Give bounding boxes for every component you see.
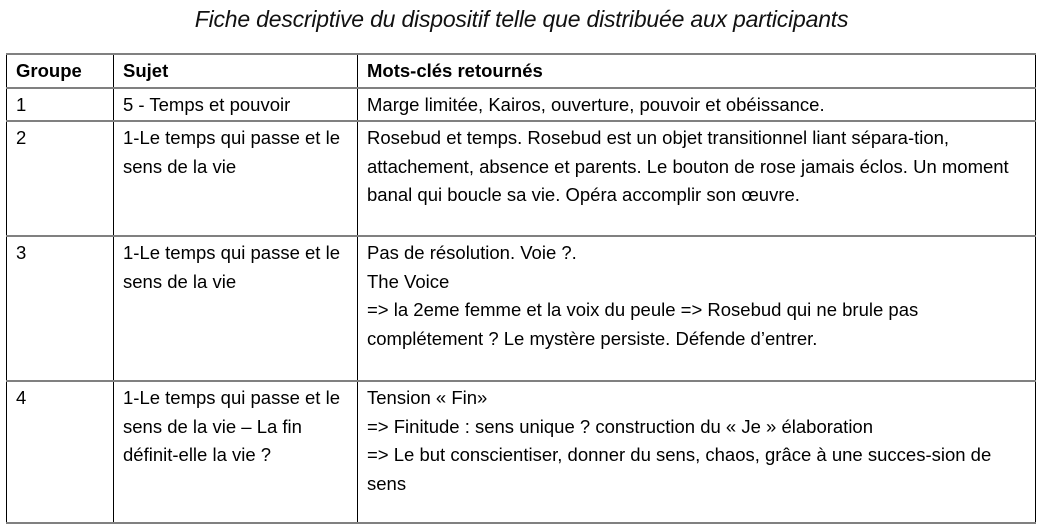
- keyword-line: => Finitude : sens unique ? construction du « Je » élaboration: [367, 415, 874, 437]
- keyword-line: The Voice: [367, 270, 450, 292]
- cell-sujet: 1-Le temps qui passe et le sens de la vie: [114, 236, 358, 381]
- cell-sujet: 5 - Temps et pouvoir: [114, 88, 358, 122]
- table-row: [7, 381, 1036, 523]
- table-row: [7, 236, 1036, 381]
- keyword-line: Marge limitée, Kairos, ouverture, pouvoir et obéissance.: [367, 93, 825, 115]
- keywords-table: [6, 53, 1036, 524]
- cell-groupe: 4: [7, 381, 114, 523]
- table-caption: Fiche descriptive du dispositif telle que distribuée aux participants: [194, 6, 849, 32]
- keyword-line: => Le but conscientiser, donner du sens, chaos, grâce à une succes-sion de sens: [367, 444, 992, 494]
- header-sujet: Sujet: [114, 54, 358, 88]
- header-groupe: Groupe: [7, 54, 114, 88]
- cell-groupe: 2: [7, 121, 114, 236]
- cell-sujet: 1-Le temps qui passe et le sens de la vie: [114, 121, 358, 236]
- header-mots-cles: Mots-clés retournés: [358, 54, 1036, 88]
- table-row: [7, 88, 1036, 122]
- cell-sujet: 1-Le temps qui passe et le sens de la vie – La fin définit-elle la vie ?: [114, 381, 358, 523]
- keyword-line: Tension « Fin»: [367, 387, 488, 408]
- keyword-line: => la 2eme femme et la voix du peule => Rosebud qui ne brule pas complétement ? Le mystère persiste. Défende d’entrer.: [367, 299, 919, 349]
- cell-groupe: 3: [7, 236, 114, 381]
- table-header-row: [7, 54, 1036, 88]
- table-row: [7, 121, 1036, 236]
- cell-mots-cles: [358, 381, 1036, 523]
- keyword-line: Rosebud et temps. Rosebud est un objet transitionnel liant sépara-tion, attachement, absence et parents. Le bouton de rose jamais éclos. Un moment banal qui boucle sa vie. Opéra accomplir son œuvre.: [367, 127, 1009, 205]
- cell-mots-cles: [358, 121, 1036, 236]
- cell-mots-cles: [358, 236, 1036, 381]
- keyword-line: Pas de résolution. Voie ?.: [367, 242, 577, 263]
- cell-mots-cles: [358, 88, 1036, 122]
- cell-groupe: 1: [7, 88, 114, 122]
